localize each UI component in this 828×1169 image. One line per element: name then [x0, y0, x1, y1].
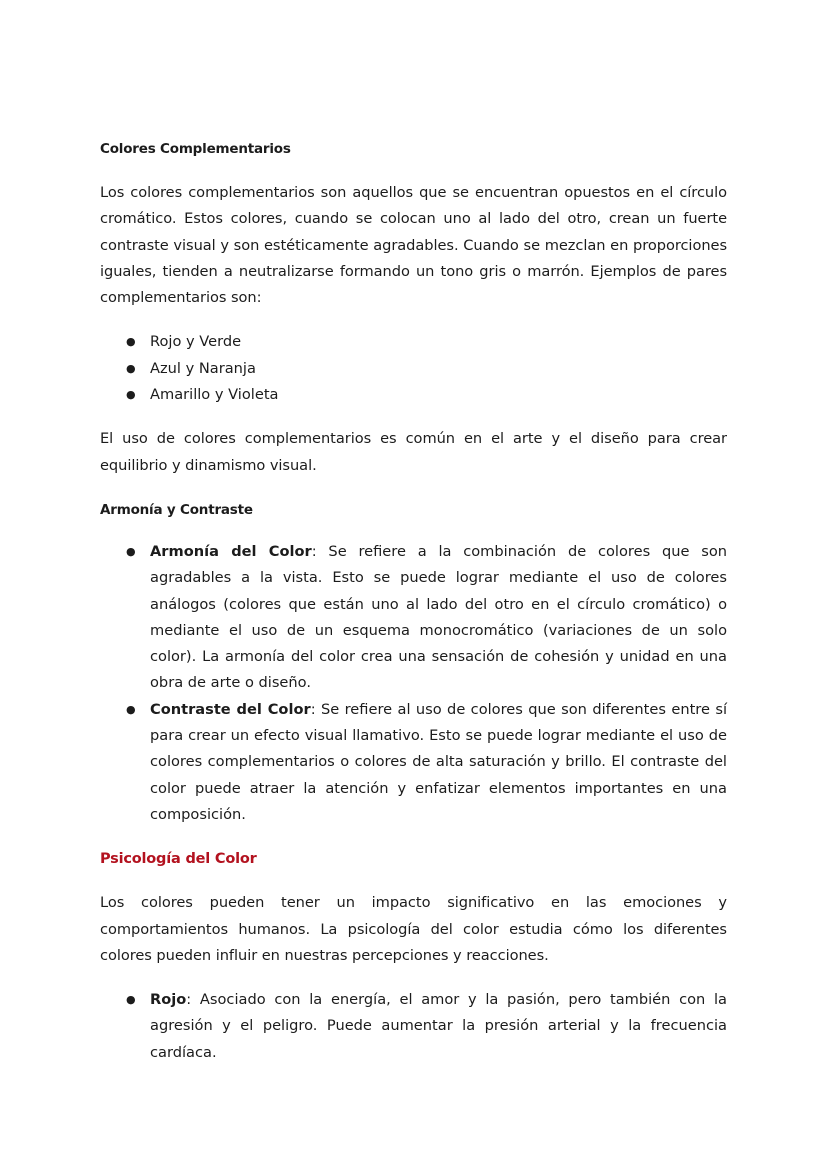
bullet-icon: ●	[126, 993, 136, 1007]
complementarios-paragraph: Los colores complementarios son aquellos que se encuentran opuestos en el círculo cromático. Estos colores, cuando se colocan uno al lado del otro, crean un fuerte contraste visual y son estéticamente agradables. Cuando se mezclan en proporciones iguales, tienden a neutralizarse formando un tono gris o marrón. Ejemplos de pares complementarios son:	[100, 184, 727, 307]
psicologia-paragraph: Los colores pueden tener un impacto significativo en las emociones y comportamientos humanos. La psicología del color estudia cómo los diferentes colores pueden influir en nuestras percepciones y reacciones.	[100, 894, 727, 964]
armonia-contraste-list	[100, 539, 727, 828]
pair-label: Amarillo y Violeta	[150, 386, 279, 404]
complementarios-closing-paragraph: El uso de colores complementarios es común en el arte y el diseño para crear equilibrio y dinamismo visual.	[100, 430, 727, 474]
section-title-psicologia-color: Psicología del Color	[100, 851, 257, 868]
pair-label: Rojo y Verde	[150, 333, 242, 351]
list-item	[100, 697, 727, 828]
term-label: Rojo	[150, 991, 187, 1009]
bullet-icon: ●	[126, 335, 136, 349]
term-description: : Se refiere a la combinación de colores que son agradables a la vista. Esto se puede lograr mediante el uso de colores análogos (colores que están uno al lado del otro en el círculo cromático) o mediante el uso de un esquema monocromático (variaciones de un solo color). La armonía del color crea una sensación de cohesión y unidad en una obra de arte o diseño.	[150, 542, 728, 692]
term-description: : Asociado con la energía, el amor y la pasión, pero también con la agresión y el peligro. Puede aumentar la presión arterial y la frecuencia cardíaca.	[150, 991, 727, 1061]
psicologia-list	[100, 987, 727, 1066]
list-item	[100, 329, 727, 355]
section-title-armonia-contraste: Armonía y Contraste	[100, 501, 253, 518]
bullet-icon: ●	[126, 702, 136, 716]
section-title-colores-complementarios: Colores Complementarios	[100, 141, 291, 157]
complementary-pairs-list	[100, 329, 727, 408]
pair-label: Azul y Naranja	[150, 359, 256, 377]
bullet-icon: ●	[126, 544, 136, 558]
term-label: Contraste del Color	[150, 700, 311, 718]
document-page	[100, 138, 727, 1066]
list-item	[100, 382, 727, 408]
term-description: : Se refiere al uso de colores que son diferentes entre sí para crear un efecto visual llamativo. Esto se puede lograr mediante el uso de colores complementarios o colores de alta saturación y brillo. El contraste del color puede atraer la atención y enfatizar elementos importantes en una composición.	[150, 700, 727, 823]
bullet-icon: ●	[126, 388, 136, 402]
list-item	[100, 987, 727, 1066]
list-item	[100, 356, 727, 382]
bullet-icon: ●	[126, 361, 136, 375]
term-label: Armonía del Color	[150, 542, 312, 560]
list-item	[100, 539, 727, 697]
